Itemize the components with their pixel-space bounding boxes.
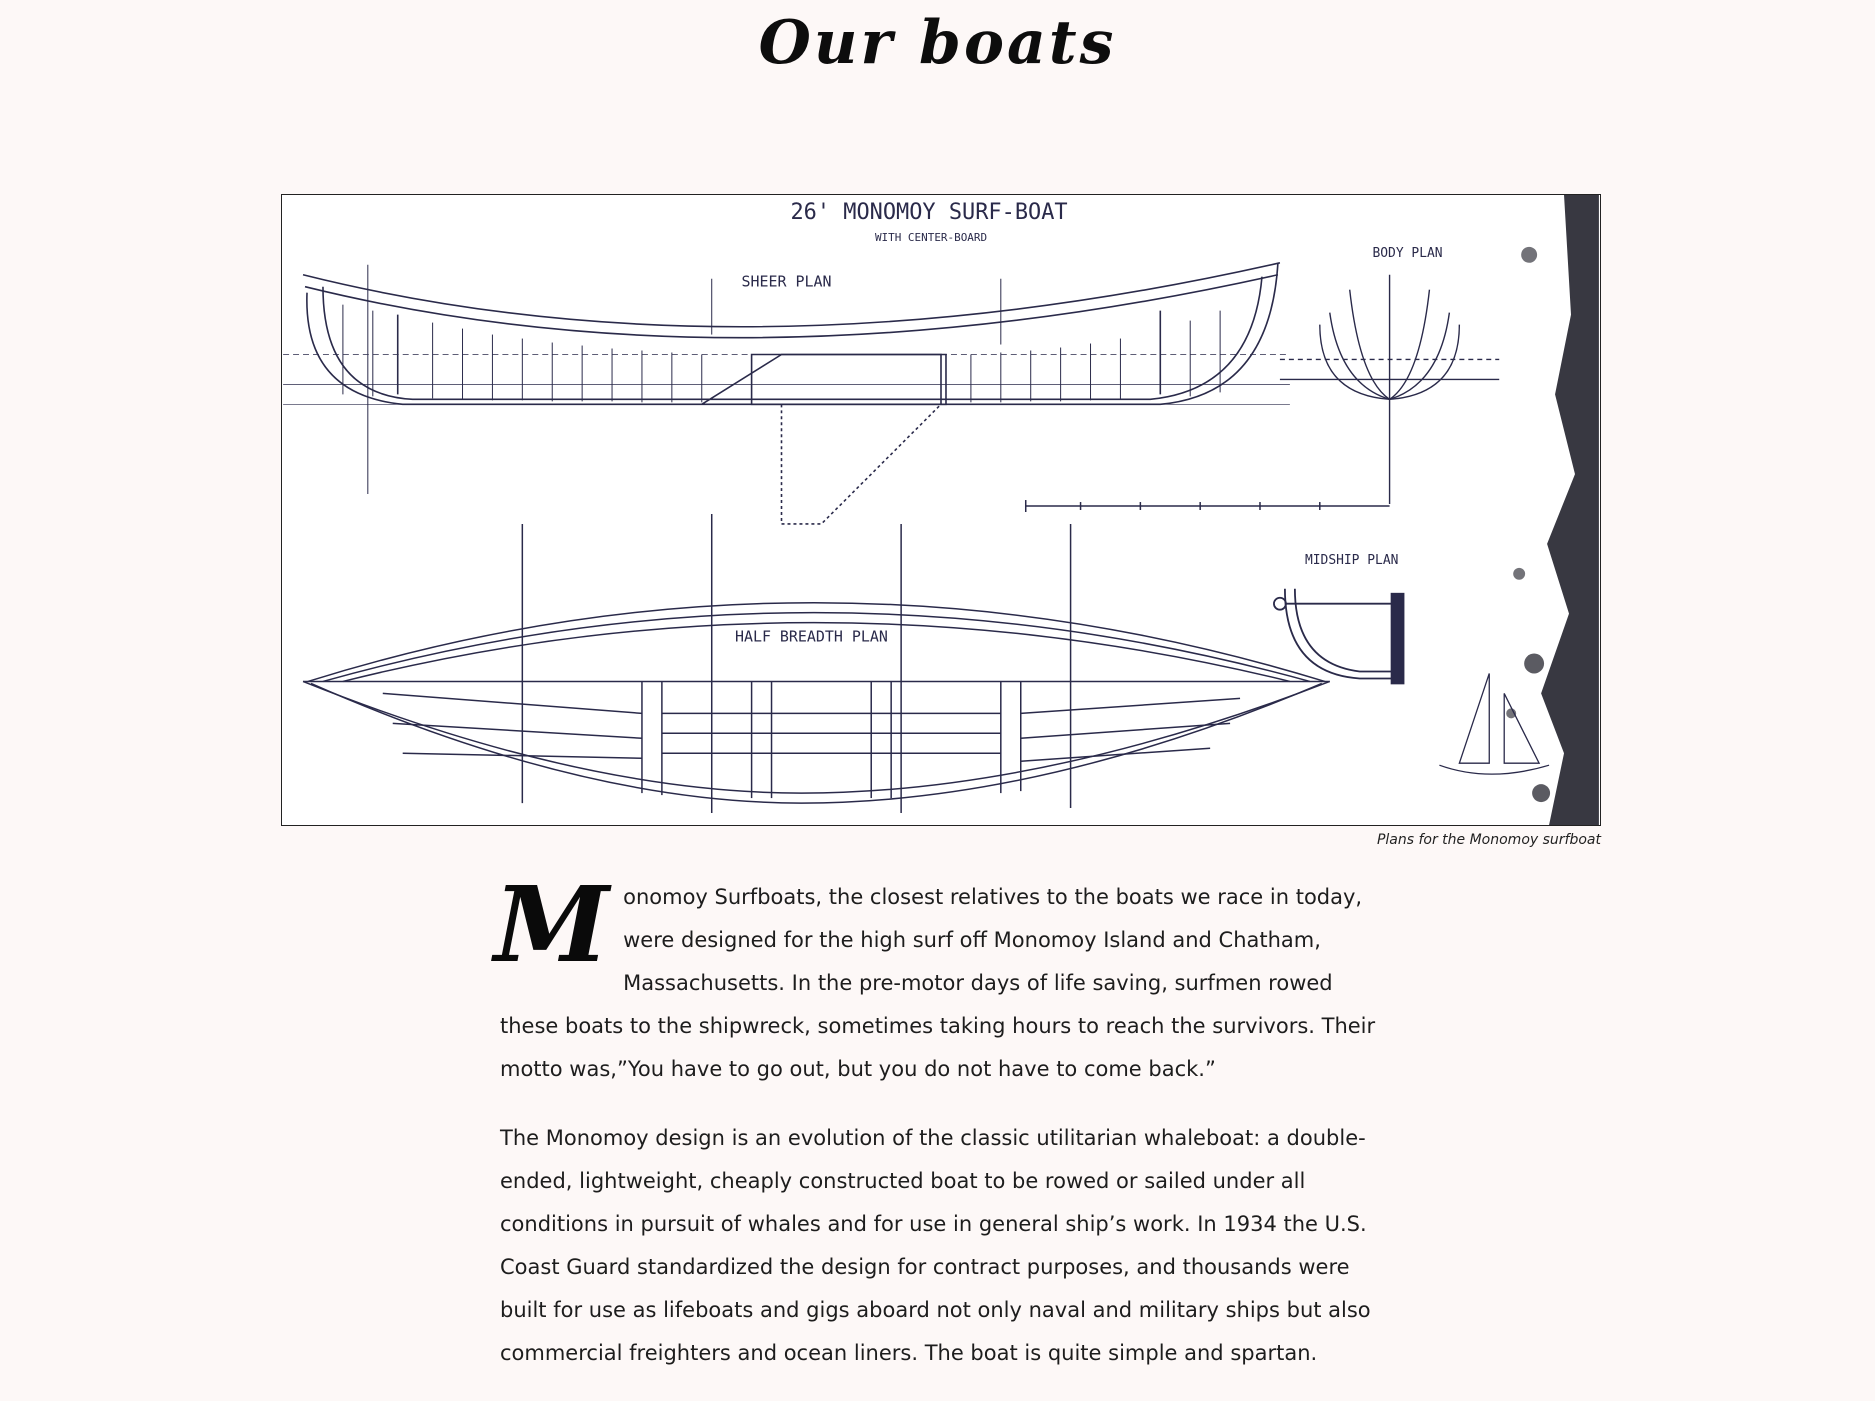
- body-plan-label: BODY PLAN: [1372, 245, 1443, 261]
- figure-caption: Plans for the Monomoy surfboat: [1376, 832, 1601, 848]
- article-body: [494, 863, 1386, 1401]
- drawing-title: 26' MONOMOY SURF-BOAT: [790, 199, 1068, 225]
- drawing-subtitle: WITH CENTER-BOARD: [874, 230, 988, 244]
- article-paragraph-2: The Monomoy design is an evolution of the classic utilitarian whaleboat: a double-ended, lightweight, cheaply constructed boat to be rowed or sailed under all conditions in pursuit of whales and for use in general ship’s work. In 1934 the U.S. Coast Guard standardized the design for contract purposes, and thousands were built for use as lifeboats and gigs aboard not only naval and military ships but also commercial freighters and ocean liners. The boat is quite simple and spartan.: [500, 1126, 1371, 1365]
- boat-plans-drawing: [282, 195, 1600, 825]
- half-breadth-plan-label: HALF BREADTH PLAN: [734, 627, 888, 646]
- page-title: Our boats: [758, 8, 1117, 78]
- drop-cap: M: [494, 863, 610, 986]
- article-paragraph-1: [494, 863, 1386, 1091]
- boat-plans-image: [281, 194, 1601, 826]
- paragraph-1-text: onomoy Surfboats, the closest relatives to the boats we race in today, were designed for the high surf off Monomoy Island and Chatham, Massachusetts. In the pre-motor days of life saving, surfmen rowed these boats to the shipwreck, sometimes taking hours to reach the survivors. Their motto was,”You have to go out, but you do not have to come back.”: [500, 885, 1376, 1081]
- sheer-plan-label: SHEER PLAN: [741, 272, 832, 291]
- midship-plan-label: MIDSHIP PLAN: [1304, 552, 1399, 568]
